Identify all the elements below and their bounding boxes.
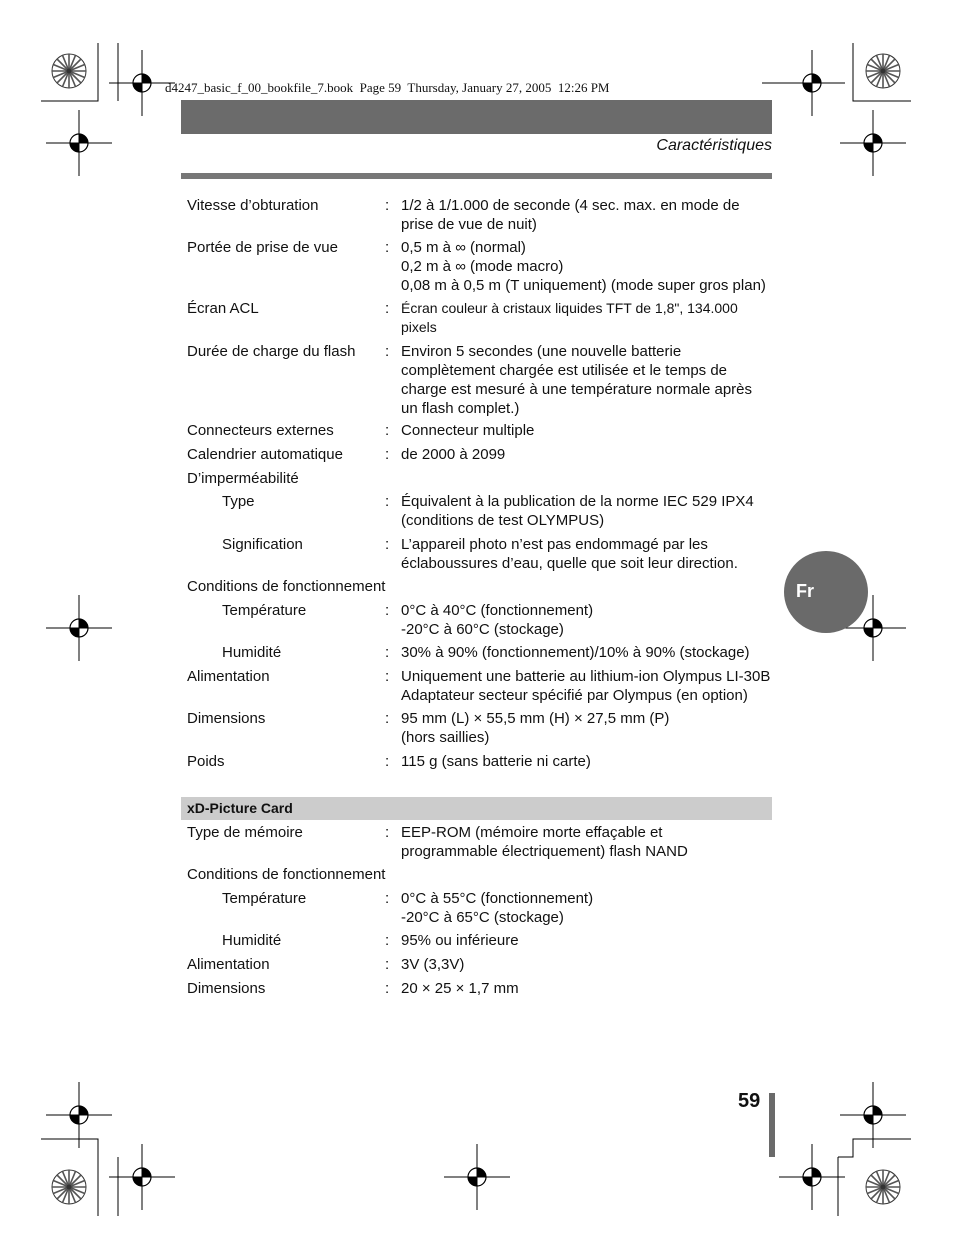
spec-label: Conditions de fonctionnement	[187, 866, 386, 883]
spec-colon: :	[385, 239, 390, 256]
spec-value: 0°C à 40°C (fonctionnement) -20°C à 60°C (stockage)	[401, 602, 594, 638]
spec-colon: :	[385, 536, 390, 553]
spec-label: Humidité	[222, 644, 282, 661]
spec-value: 30% à 90% (fonctionnement)/10% à 90% (stockage)	[401, 644, 750, 661]
spec-value: 20 × 25 × 1,7 mm	[401, 980, 519, 997]
spec-colon: :	[385, 197, 390, 214]
spec-value: 1/2 à 1/1.000 de seconde (4 sec. max. en mode de prise de vue de nuit)	[401, 197, 740, 233]
language-tab-fr	[784, 551, 868, 633]
card-section-header	[181, 797, 772, 820]
spec-label: Signification	[222, 536, 303, 553]
spec-colon: :	[385, 343, 390, 360]
spec-label: Conditions de fonctionnement	[187, 578, 386, 595]
header-bar	[181, 100, 772, 134]
spec-label: Température	[222, 890, 307, 907]
spec-value: Uniquement une batterie au lithium-ion Olympus LI-30B Adaptateur secteur spécifié par Olympus (en option)	[401, 668, 771, 704]
spec-label: Type de mémoire	[187, 824, 303, 841]
spec-colon: :	[385, 932, 390, 949]
spec-colon: :	[385, 890, 390, 907]
spec-colon: :	[385, 493, 390, 510]
language-tab-label: Fr	[796, 581, 814, 601]
spec-colon: :	[385, 753, 390, 770]
spec-colon: :	[385, 300, 390, 317]
spec-value: 95 mm (L) × 55,5 mm (H) × 27,5 mm (P) (hors saillies)	[401, 710, 670, 746]
spec-value: 0°C à 55°C (fonctionnement) -20°C à 65°C (stockage)	[401, 890, 594, 926]
spec-colon: :	[385, 644, 390, 661]
spec-value: 0,5 m à ∞ (normal) 0,2 m à ∞ (mode macro) 0,08 m à 0,5 m (T uniquement) (mode super gros plan)	[401, 239, 766, 294]
spec-label: Portée de prise de vue	[187, 239, 338, 256]
spec-label: Calendrier automatique	[187, 446, 343, 463]
spec-colon: :	[385, 668, 390, 685]
spec-value: L’appareil photo n’est pas endommagé par les éclaboussures d’eau, quelle que soit leur direction.	[401, 536, 738, 572]
spec-colon: :	[385, 824, 390, 841]
spec-colon: :	[385, 980, 390, 997]
spec-label: Température	[222, 602, 307, 619]
spec-colon: :	[385, 422, 390, 439]
book-file-info: d4247_basic_f_00_bookfile_7.book Page 59 Thursday, January 27, 2005 12:26 PM	[165, 80, 610, 95]
spec-label: D’imperméabilité	[187, 470, 299, 487]
header-divider	[181, 173, 772, 179]
spec-label: Durée de charge du flash	[187, 343, 356, 360]
spec-colon: :	[385, 956, 390, 973]
spec-colon: :	[385, 446, 390, 463]
spec-label: Dimensions	[187, 710, 266, 727]
spec-value: Environ 5 secondes (une nouvelle batterie complètement chargée est utilisée et le temps de charge est mesuré à une température normale après un flash complet.)	[401, 343, 753, 417]
spec-value: Connecteur multiple	[401, 422, 535, 439]
spec-label: Type	[222, 493, 255, 510]
page-number-bar	[769, 1093, 775, 1157]
spec-colon: :	[385, 710, 390, 727]
spec-value: Écran couleur à cristaux liquides TFT de 1,8", 134.000 pixels	[401, 300, 738, 335]
spec-label: Écran ACL	[187, 300, 259, 317]
spec-value: EEP-ROM (mémoire morte effaçable et programmable électriquement) flash NAND	[401, 824, 688, 860]
spec-colon: :	[385, 602, 390, 619]
page-number: 59	[738, 1090, 761, 1112]
spec-label: Vitesse d’obturation	[187, 197, 319, 214]
spec-label: Connecteurs externes	[187, 422, 334, 439]
spec-label: Alimentation	[187, 956, 270, 973]
card-section-title: xD-Picture Card	[187, 800, 293, 816]
spec-value: 95% ou inférieure	[401, 932, 519, 949]
spec-label: Poids	[187, 753, 225, 770]
spec-label: Dimensions	[187, 980, 266, 997]
spec-value: 3V (3,3V)	[401, 956, 465, 973]
spec-value: Équivalent à la publication de la norme IEC 529 IPX4 (conditions de test OLYMPUS)	[401, 493, 754, 529]
spec-label: Alimentation	[187, 668, 270, 685]
spec-value: 115 g (sans batterie ni carte)	[401, 753, 591, 770]
section-title: Caractéristiques	[656, 137, 772, 154]
spec-value: de 2000 à 2099	[401, 446, 506, 463]
spec-label: Humidité	[222, 932, 282, 949]
